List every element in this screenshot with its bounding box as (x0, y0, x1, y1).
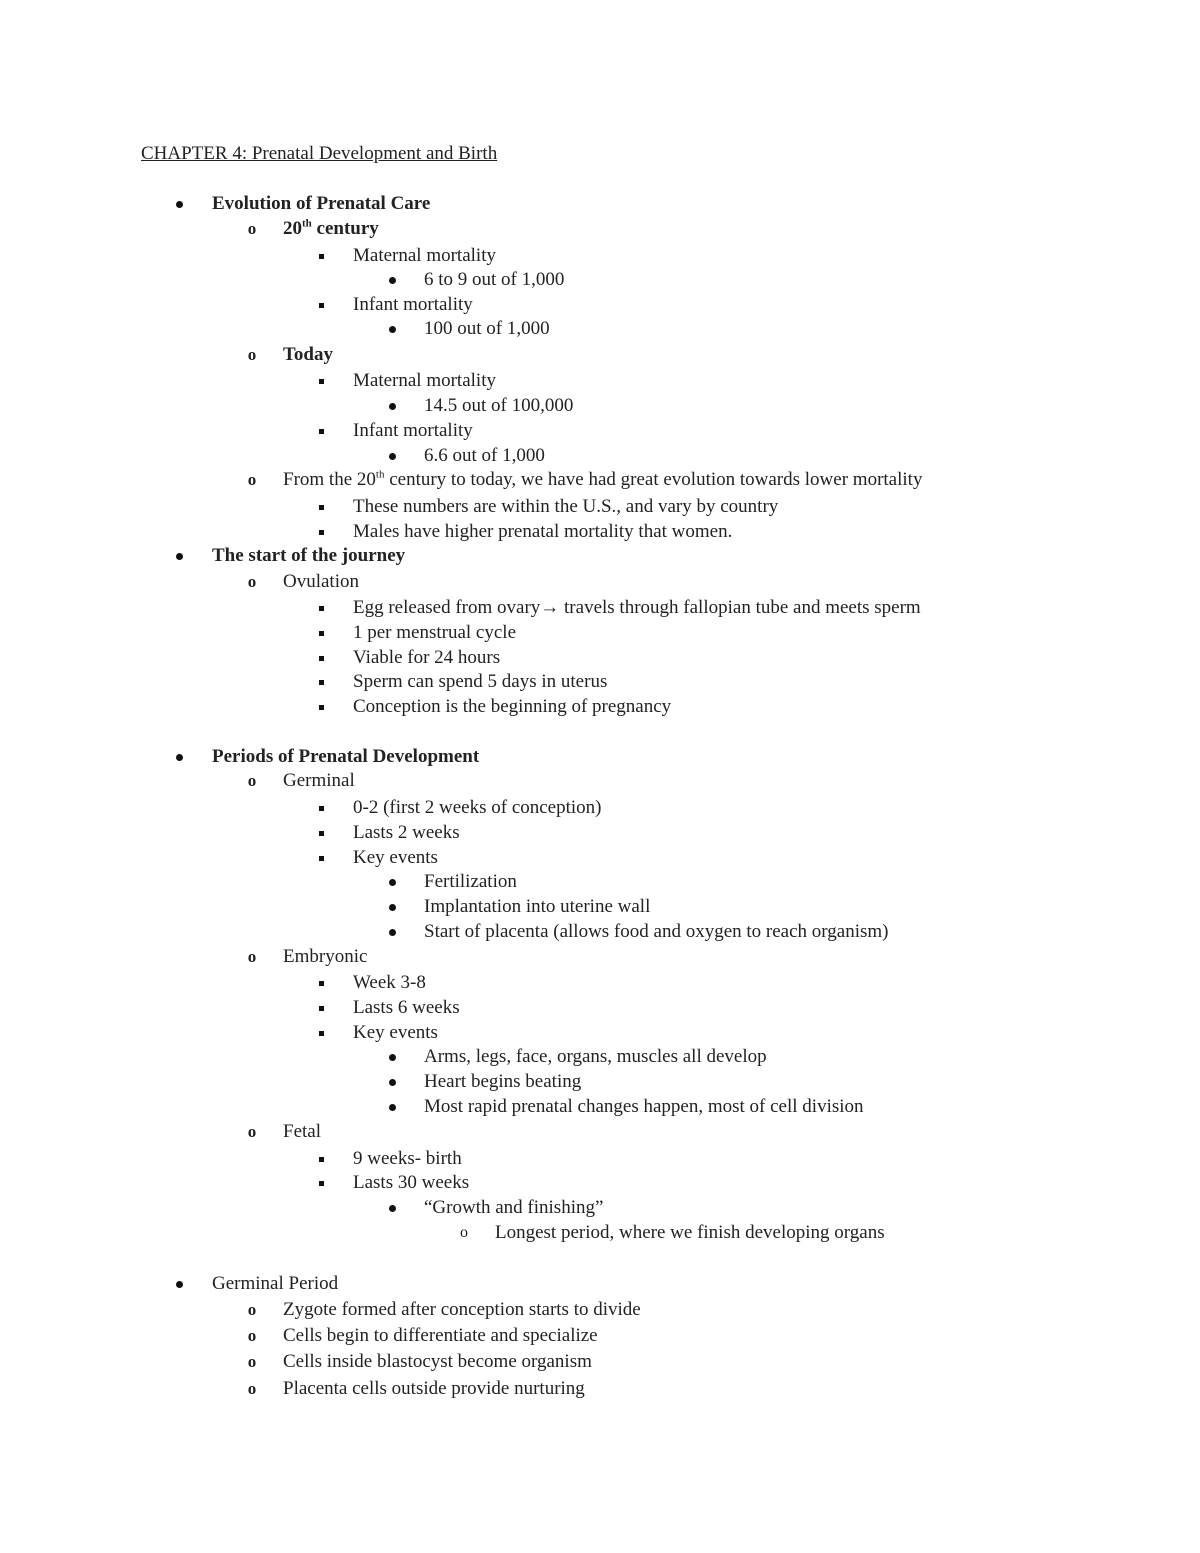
bullet-circle-icon: o (247, 947, 257, 966)
list-item-text (283, 770, 355, 792)
bullet-disc-icon (389, 1054, 396, 1061)
list-item-label: Infant mortality (353, 420, 473, 441)
list-item-text (353, 647, 500, 669)
bullet-disc-icon (389, 453, 396, 460)
list-item-label: Germinal Period (212, 1273, 339, 1294)
list-item-text (424, 395, 573, 417)
list-item (0, 1121, 1200, 1145)
bullet-disc-icon (389, 929, 396, 936)
bullet-disc-icon (176, 553, 183, 560)
bullet-circle-icon: o (247, 572, 257, 591)
list-item-text (424, 269, 564, 291)
bullet-circle-icon: o (247, 345, 257, 364)
list-item (0, 193, 1200, 217)
list-item (0, 318, 1200, 342)
bullet-square-icon (319, 806, 324, 811)
bullet-square-icon (319, 856, 324, 861)
list-item-text (283, 218, 379, 240)
list-item-label: Embryonic (283, 946, 368, 967)
bullet-disc-icon (389, 403, 396, 410)
list-item-label: Conception is the beginning of pregnancy (353, 696, 672, 717)
list-item (0, 822, 1200, 846)
list-item-text (424, 896, 650, 918)
list-item-label: From the 20 (283, 469, 376, 490)
bullet-circle-icon: o (247, 1326, 257, 1345)
list-item-text (353, 245, 496, 267)
bullet-circle-icon: o (460, 1224, 468, 1241)
list-item (0, 696, 1200, 720)
list-item-label: Egg released from ovary→ travels through fallopian tube and meets sperm (353, 597, 921, 618)
list-item-text (353, 521, 732, 543)
list-item (0, 1299, 1200, 1323)
list-item-label: The start of the journey (212, 545, 406, 566)
bullet-circle-icon: o (247, 1379, 257, 1398)
list-item-label: Males have higher prenatal mortality that women. (353, 521, 733, 542)
list-item-text (353, 997, 460, 1019)
list-item-text (353, 496, 778, 518)
bullet-square-icon (319, 254, 324, 259)
bullet-circle-icon: o (247, 1122, 257, 1141)
list-item (0, 622, 1200, 646)
list-item (0, 921, 1200, 945)
list-item-text (283, 1325, 598, 1347)
list-item-label: Cells begin to differentiate and specialize (283, 1325, 598, 1346)
list-item (0, 1096, 1200, 1120)
bullet-square-icon (319, 1031, 324, 1036)
bullet-square-icon (319, 631, 324, 636)
list-item (0, 420, 1200, 444)
list-item-text (353, 1022, 438, 1044)
list-item (0, 746, 1200, 770)
list-item (0, 1046, 1200, 1070)
list-item (0, 671, 1200, 695)
list-item-label: Ovulation (283, 571, 359, 592)
list-item (0, 1351, 1200, 1375)
list-item (0, 871, 1200, 895)
list-item (0, 1273, 1200, 1297)
list-item-label: Most rapid prenatal changes happen, most of cell division (424, 1096, 864, 1117)
list-item-label: 6 to 9 out of 1,000 (424, 269, 565, 290)
list-item (0, 1325, 1200, 1349)
bullet-disc-icon (176, 754, 183, 761)
list-item-label: Cells inside blastocyst become organism (283, 1351, 592, 1372)
list-item-label: 1 per menstrual cycle (353, 622, 517, 643)
list-item-label: 20 (283, 218, 302, 239)
list-item (0, 1148, 1200, 1172)
bullet-square-icon (319, 1181, 324, 1186)
list-item-label: 0-2 (first 2 weeks of conception) (353, 797, 602, 818)
list-item-text (353, 847, 438, 869)
list-item-text (353, 420, 473, 442)
list-item-label: Implantation into uterine wall (424, 896, 651, 917)
list-item (0, 344, 1200, 368)
list-item-label-continued: century to today, we have had great evolution towards lower mortality (384, 469, 923, 490)
list-item (0, 1172, 1200, 1196)
list-item-label: Week 3-8 (353, 972, 426, 993)
list-item-text (353, 822, 460, 844)
bullet-circle-icon: o (247, 470, 257, 489)
list-item-text (283, 571, 359, 593)
list-item-label: Arms, legs, face, organs, muscles all develop (424, 1046, 767, 1067)
list-item (0, 1222, 1200, 1246)
bullet-disc-icon (389, 1104, 396, 1111)
list-item-text (353, 972, 426, 994)
bullet-square-icon (319, 303, 324, 308)
bullet-square-icon (319, 656, 324, 661)
list-item-label: Key events (353, 1022, 438, 1043)
list-item (0, 469, 1200, 493)
list-item-label: Periods of Prenatal Development (212, 746, 480, 767)
bullet-disc-icon (176, 201, 183, 208)
list-item-text (283, 1299, 641, 1321)
bullet-circle-icon: o (247, 771, 257, 790)
list-item-text (212, 193, 430, 215)
list-item-label: “Growth and finishing” (424, 1197, 604, 1218)
list-item (0, 294, 1200, 318)
list-item-text (424, 318, 550, 340)
bullet-disc-icon (389, 904, 396, 911)
list-item-label: Key events (353, 847, 438, 868)
list-item (0, 245, 1200, 269)
list-item-label: Germinal (283, 770, 355, 791)
list-item-text (283, 344, 333, 366)
bullet-square-icon (319, 606, 324, 611)
list-item-label: Lasts 30 weeks (353, 1172, 470, 1193)
bullet-square-icon (319, 379, 324, 384)
bullet-square-icon (319, 831, 324, 836)
list-item-text (424, 1096, 864, 1118)
list-item-label: Longest period, where we finish developing organs (495, 1222, 885, 1243)
list-item (0, 370, 1200, 394)
list-item (0, 597, 1200, 621)
bullet-circle-icon: o (247, 1352, 257, 1371)
list-item (0, 1378, 1200, 1402)
list-item-text (283, 469, 922, 491)
bullet-circle-icon: o (247, 219, 257, 238)
list-item-label: Heart begins beating (424, 1071, 582, 1092)
list-item-text (212, 545, 405, 567)
list-item-label: 100 out of 1,000 (424, 318, 550, 339)
bullet-disc-icon (389, 326, 396, 333)
list-item-label: Zygote formed after conception starts to divide (283, 1299, 641, 1320)
list-item-label: Lasts 6 weeks (353, 997, 460, 1018)
page-title: CHAPTER 4: Prenatal Development and Birth (141, 143, 498, 164)
list-item (0, 269, 1200, 293)
list-item (0, 521, 1200, 545)
list-item-text (353, 622, 516, 644)
list-item (0, 395, 1200, 419)
bullet-disc-icon (389, 1079, 396, 1086)
list-item-label: Maternal mortality (353, 370, 496, 391)
bullet-disc-icon (389, 1205, 396, 1212)
list-item-text (212, 746, 479, 768)
list-item (0, 997, 1200, 1021)
list-item (0, 896, 1200, 920)
list-item-text (353, 696, 671, 718)
bullet-square-icon (319, 505, 324, 510)
bullet-square-icon (319, 530, 324, 535)
list-item (0, 972, 1200, 996)
list-item-label: Sperm can spend 5 days in uterus (353, 671, 608, 692)
bullet-square-icon (319, 1157, 324, 1162)
list-item-label: Placenta cells outside provide nurturing (283, 1378, 585, 1399)
bullet-square-icon (319, 429, 324, 434)
list-item-text (283, 1121, 321, 1143)
list-item-label: These numbers are within the U.S., and vary by country (353, 496, 779, 517)
superscript: th (302, 217, 312, 230)
list-item (0, 847, 1200, 871)
superscript: th (375, 468, 385, 481)
list-item-label: Infant mortality (353, 294, 473, 315)
list-item-text (353, 597, 921, 619)
bullet-disc-icon (389, 277, 396, 284)
list-item-text (424, 1046, 767, 1068)
list-item-label: Maternal mortality (353, 245, 496, 266)
list-item-label: Fertilization (424, 871, 517, 892)
list-item (0, 770, 1200, 794)
list-item-text (353, 797, 602, 819)
list-item (0, 218, 1200, 242)
list-item-text (353, 671, 607, 693)
list-item (0, 1022, 1200, 1046)
list-item (0, 445, 1200, 469)
bullet-square-icon (319, 1006, 324, 1011)
list-item (0, 571, 1200, 595)
list-item-label: Fetal (283, 1121, 321, 1142)
list-item-text (424, 871, 517, 893)
list-item-text (283, 946, 367, 968)
list-item-text (212, 1273, 338, 1295)
list-item-text (283, 1378, 585, 1400)
bullet-square-icon (319, 680, 324, 685)
list-item-text (283, 1351, 592, 1373)
list-item-text (424, 1197, 603, 1219)
list-item-text (353, 370, 496, 392)
list-item (0, 797, 1200, 821)
list-item-text (353, 1148, 462, 1170)
list-item (0, 946, 1200, 970)
list-item-label-continued: century (311, 218, 379, 239)
list-item-label: Lasts 2 weeks (353, 822, 460, 843)
list-item-label: Today (283, 344, 333, 365)
list-item (0, 1197, 1200, 1221)
list-item-text (353, 1172, 469, 1194)
bullet-disc-icon (389, 879, 396, 886)
list-item-text (353, 294, 473, 316)
list-item-label: Evolution of Prenatal Care (212, 193, 431, 214)
bullet-disc-icon (176, 1281, 183, 1288)
list-item-label: 6.6 out of 1,000 (424, 445, 545, 466)
list-item-label: 14.5 out of 100,000 (424, 395, 574, 416)
bullet-square-icon (319, 981, 324, 986)
list-item-label: 9 weeks- birth (353, 1148, 462, 1169)
list-item (0, 647, 1200, 671)
bullet-square-icon (319, 705, 324, 710)
list-item-label: Start of placenta (allows food and oxygen to reach organism) (424, 921, 889, 942)
bullet-circle-icon: o (247, 1300, 257, 1319)
list-item (0, 1071, 1200, 1095)
list-item-label: Viable for 24 hours (353, 647, 501, 668)
list-item-text (424, 445, 545, 467)
list-item (0, 496, 1200, 520)
list-item-text (424, 921, 888, 943)
list-item-text (424, 1071, 581, 1093)
list-item (0, 545, 1200, 569)
list-item-text (495, 1222, 885, 1244)
